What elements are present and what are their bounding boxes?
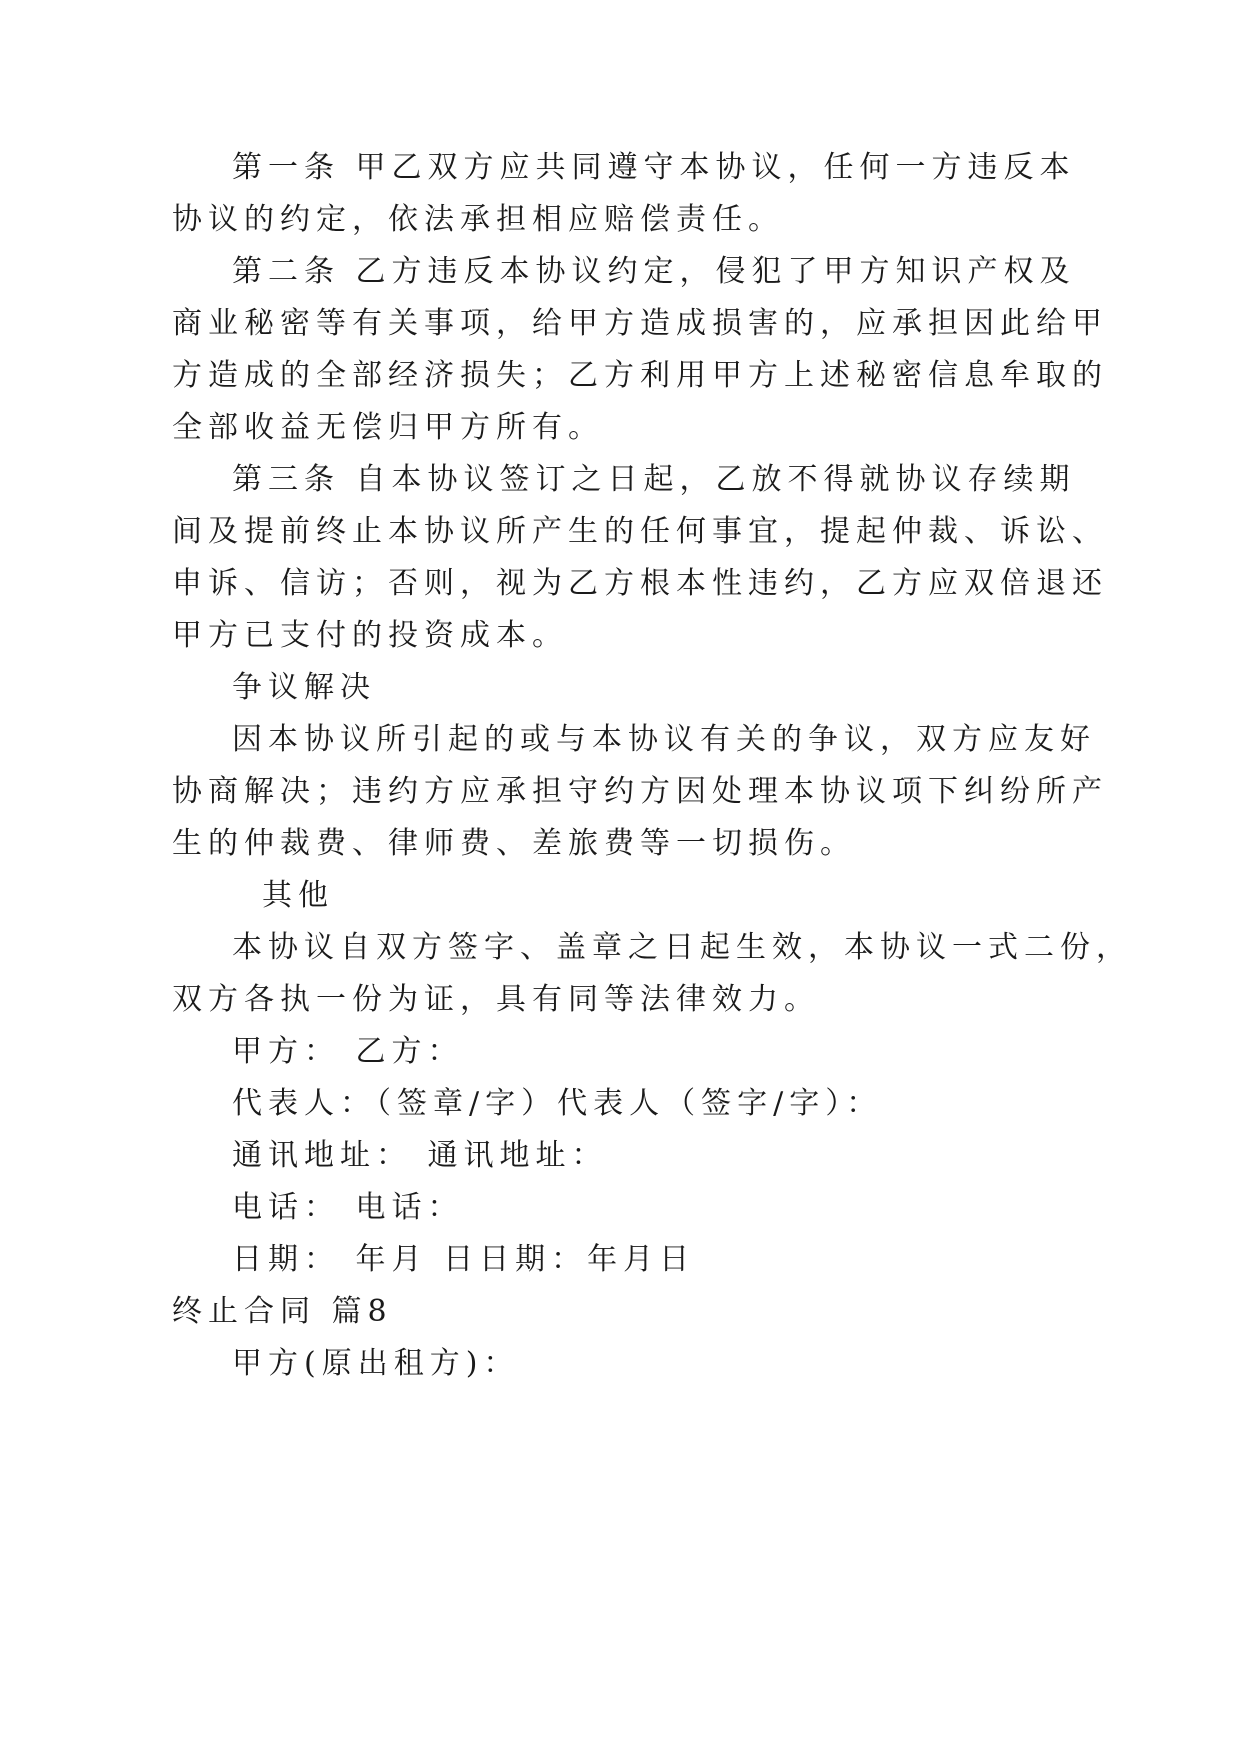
article-3-line-4: 甲方已支付的投资成本。 xyxy=(172,618,568,653)
signature-phones: 电话： 电话： xyxy=(232,1190,464,1225)
article-2-line-3: 方造成的全部经济损失；乙方利用甲方上述秘密信息牟取的 xyxy=(172,358,1108,393)
dispute-line-1: 因本协议所引起的或与本协议有关的争议，双方应友好 xyxy=(232,722,1096,757)
article-3-line-2: 间及提前终止本协议所产生的任何事宜，提起仲裁、诉讼、 xyxy=(172,514,1108,549)
article-3-line-3: 申诉、信访；否则，视为乙方根本性违约，乙方应双倍退还 xyxy=(172,566,1108,601)
article-1-line-1: 第一条 甲乙双方应共同遵守本协议，任何一方违反本 xyxy=(232,150,1076,185)
contract-section-title: 终止合同 篇8 xyxy=(172,1294,393,1329)
signature-addresses: 通讯地址： 通讯地址： xyxy=(232,1138,608,1173)
signature-parties: 甲方： 乙方： xyxy=(232,1034,464,1069)
dispute-line-3: 生的仲裁费、律师费、差旅费等一切损伤。 xyxy=(172,826,856,861)
dispute-line-2: 协商解决；违约方应承担守约方因处理本协议项下纠纷所产 xyxy=(172,774,1108,809)
section-heading-other: 其他 xyxy=(262,878,334,913)
article-2-line-2: 商业秘密等有关事项，给甲方造成损害的，应承担因此给甲 xyxy=(172,306,1108,341)
signature-dates: 日期： 年月 日日期：年月日 xyxy=(232,1242,696,1277)
article-3-line-1: 第三条 自本协议签订之日起，乙放不得就协议存续期 xyxy=(232,462,1076,497)
article-2-line-4: 全部收益无偿归甲方所有。 xyxy=(172,410,604,445)
section-heading-dispute: 争议解决 xyxy=(232,670,376,705)
party-a-original-lessor: 甲方(原出租方)： xyxy=(232,1346,520,1381)
other-line-1: 本协议自双方签字、盖章之日起生效，本协议一式二份， xyxy=(232,930,1132,965)
article-2-line-1: 第二条 乙方违反本协议约定，侵犯了甲方知识产权及 xyxy=(232,254,1076,289)
article-1-line-2: 协议的约定，依法承担相应赔偿责任。 xyxy=(172,202,784,237)
signature-representatives: 代表人：（签章/字）代表人（签字/字）： xyxy=(232,1086,883,1121)
other-line-2: 双方各执一份为证，具有同等法律效力。 xyxy=(172,982,820,1017)
